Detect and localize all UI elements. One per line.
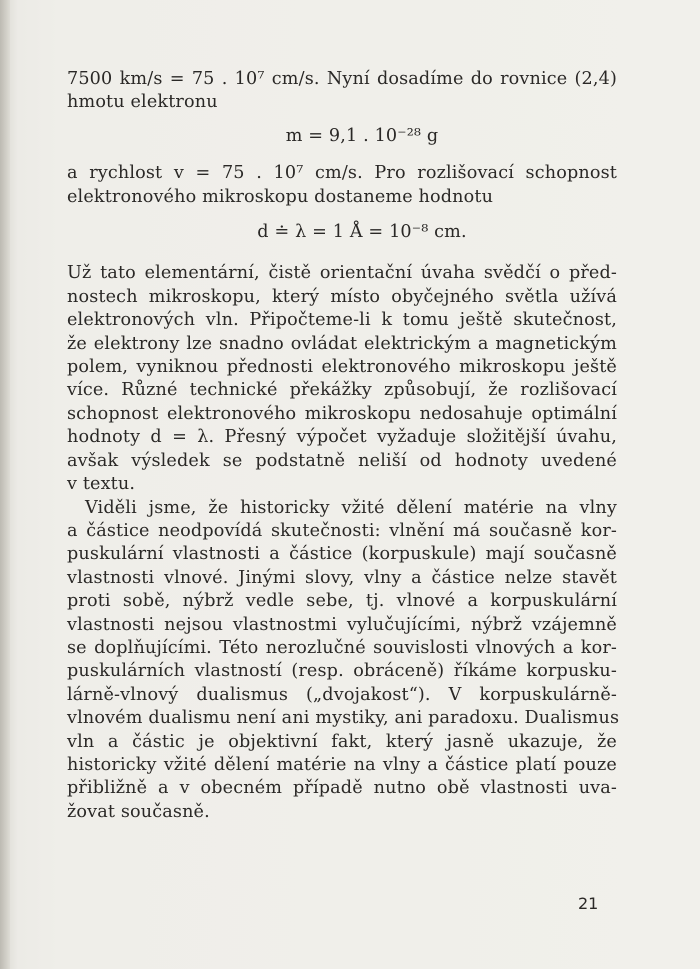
text-line: lárně-vlnový dualismus („dvojakost“). V korpuskulárně- bbox=[67, 684, 617, 705]
paragraph-1 bbox=[67, 262, 617, 496]
text-line: puskulární vlastnosti a částice (korpuskule) mají současně bbox=[67, 544, 617, 565]
text-line: nostech mikroskopu, který místo obyčejného světla užívá bbox=[67, 286, 617, 307]
paragraph-2 bbox=[67, 497, 620, 825]
page-gutter bbox=[0, 0, 10, 969]
page-number: 21 bbox=[578, 894, 599, 913]
text-line: puskulárních vlastností (resp. obráceně) říkáme korpusku- bbox=[67, 661, 617, 682]
text-line: vlnovém dualismu není ani mystiky, ani paradoxu. Dualismus bbox=[67, 708, 620, 729]
text-line: přibližně a v obecném případě nutno obě vlastnosti uva- bbox=[67, 778, 617, 799]
text-line: elektronového mikroskopu dostaneme hodnotu bbox=[67, 186, 494, 207]
text-line: Viděli jsme, že historicky vžité dělení matérie na vlny bbox=[85, 497, 617, 518]
text-line: hodnoty d = λ. Přesný výpočet vyžaduje složitější úvahu, bbox=[67, 427, 617, 448]
equation-resolution: d ≐ λ = 1 Å = 10⁻⁸ cm. bbox=[257, 222, 467, 243]
text-line: se doplňujícími. Této nerozlučné souvislosti vlnových a kor- bbox=[67, 637, 617, 658]
text-line: hmotu elektronu bbox=[67, 92, 218, 113]
text-line: vln a částic je objektivní fakt, který jasně ukazuje, že bbox=[67, 731, 617, 752]
text-line: historicky vžité dělení matérie na vlny a částice platí pouze bbox=[67, 754, 617, 775]
text-line: vlastnosti vlnové. Jinými slovy, vlny a částice nelze stavět bbox=[67, 567, 617, 588]
text-line: elektronových vln. Připočteme-li k tomu ještě skutečnost, bbox=[67, 310, 617, 331]
text-line: schopnost elektronového mikroskopu nedosahuje optimální bbox=[67, 403, 617, 424]
text-line: polem, vyniknou přednosti elektronového mikroskopu ještě bbox=[67, 357, 617, 378]
page-text bbox=[67, 68, 620, 824]
text-line: 7500 km/s = 75 . 10⁷ cm/s. Nyní dosadíme do rovnice (2,4) bbox=[67, 69, 617, 89]
text-line: že elektrony lze snadno ovládat elektrickým a magnetickým bbox=[67, 333, 617, 354]
equation-mass: m = 9,1 . 10⁻²⁸ g bbox=[285, 125, 439, 146]
text-line: a částice neodpovídá skutečnosti: vlnění má současně kor- bbox=[67, 520, 617, 541]
text-line: žovat současně. bbox=[67, 801, 210, 822]
text-line: vlastnosti nejsou vlastnostmi vylučujícími, nýbrž vzájemně bbox=[67, 614, 617, 635]
text-line: v textu. bbox=[67, 474, 136, 495]
text-line: avšak výsledek se podstatně neliší od hodnoty uvedené bbox=[67, 450, 617, 471]
text-line: proti sobě, nýbrž vedle sebe, tj. vlnové a korpuskulární bbox=[67, 591, 617, 612]
text-line: více. Různé technické překážky způsobují, že rozlišovací bbox=[67, 380, 617, 401]
text-line: a rychlost v = 75 . 10⁷ cm/s. Pro rozlišovací schopnost bbox=[67, 163, 617, 184]
text-line: Už tato elementární, čistě orientační úvaha svědčí o před- bbox=[67, 263, 617, 284]
